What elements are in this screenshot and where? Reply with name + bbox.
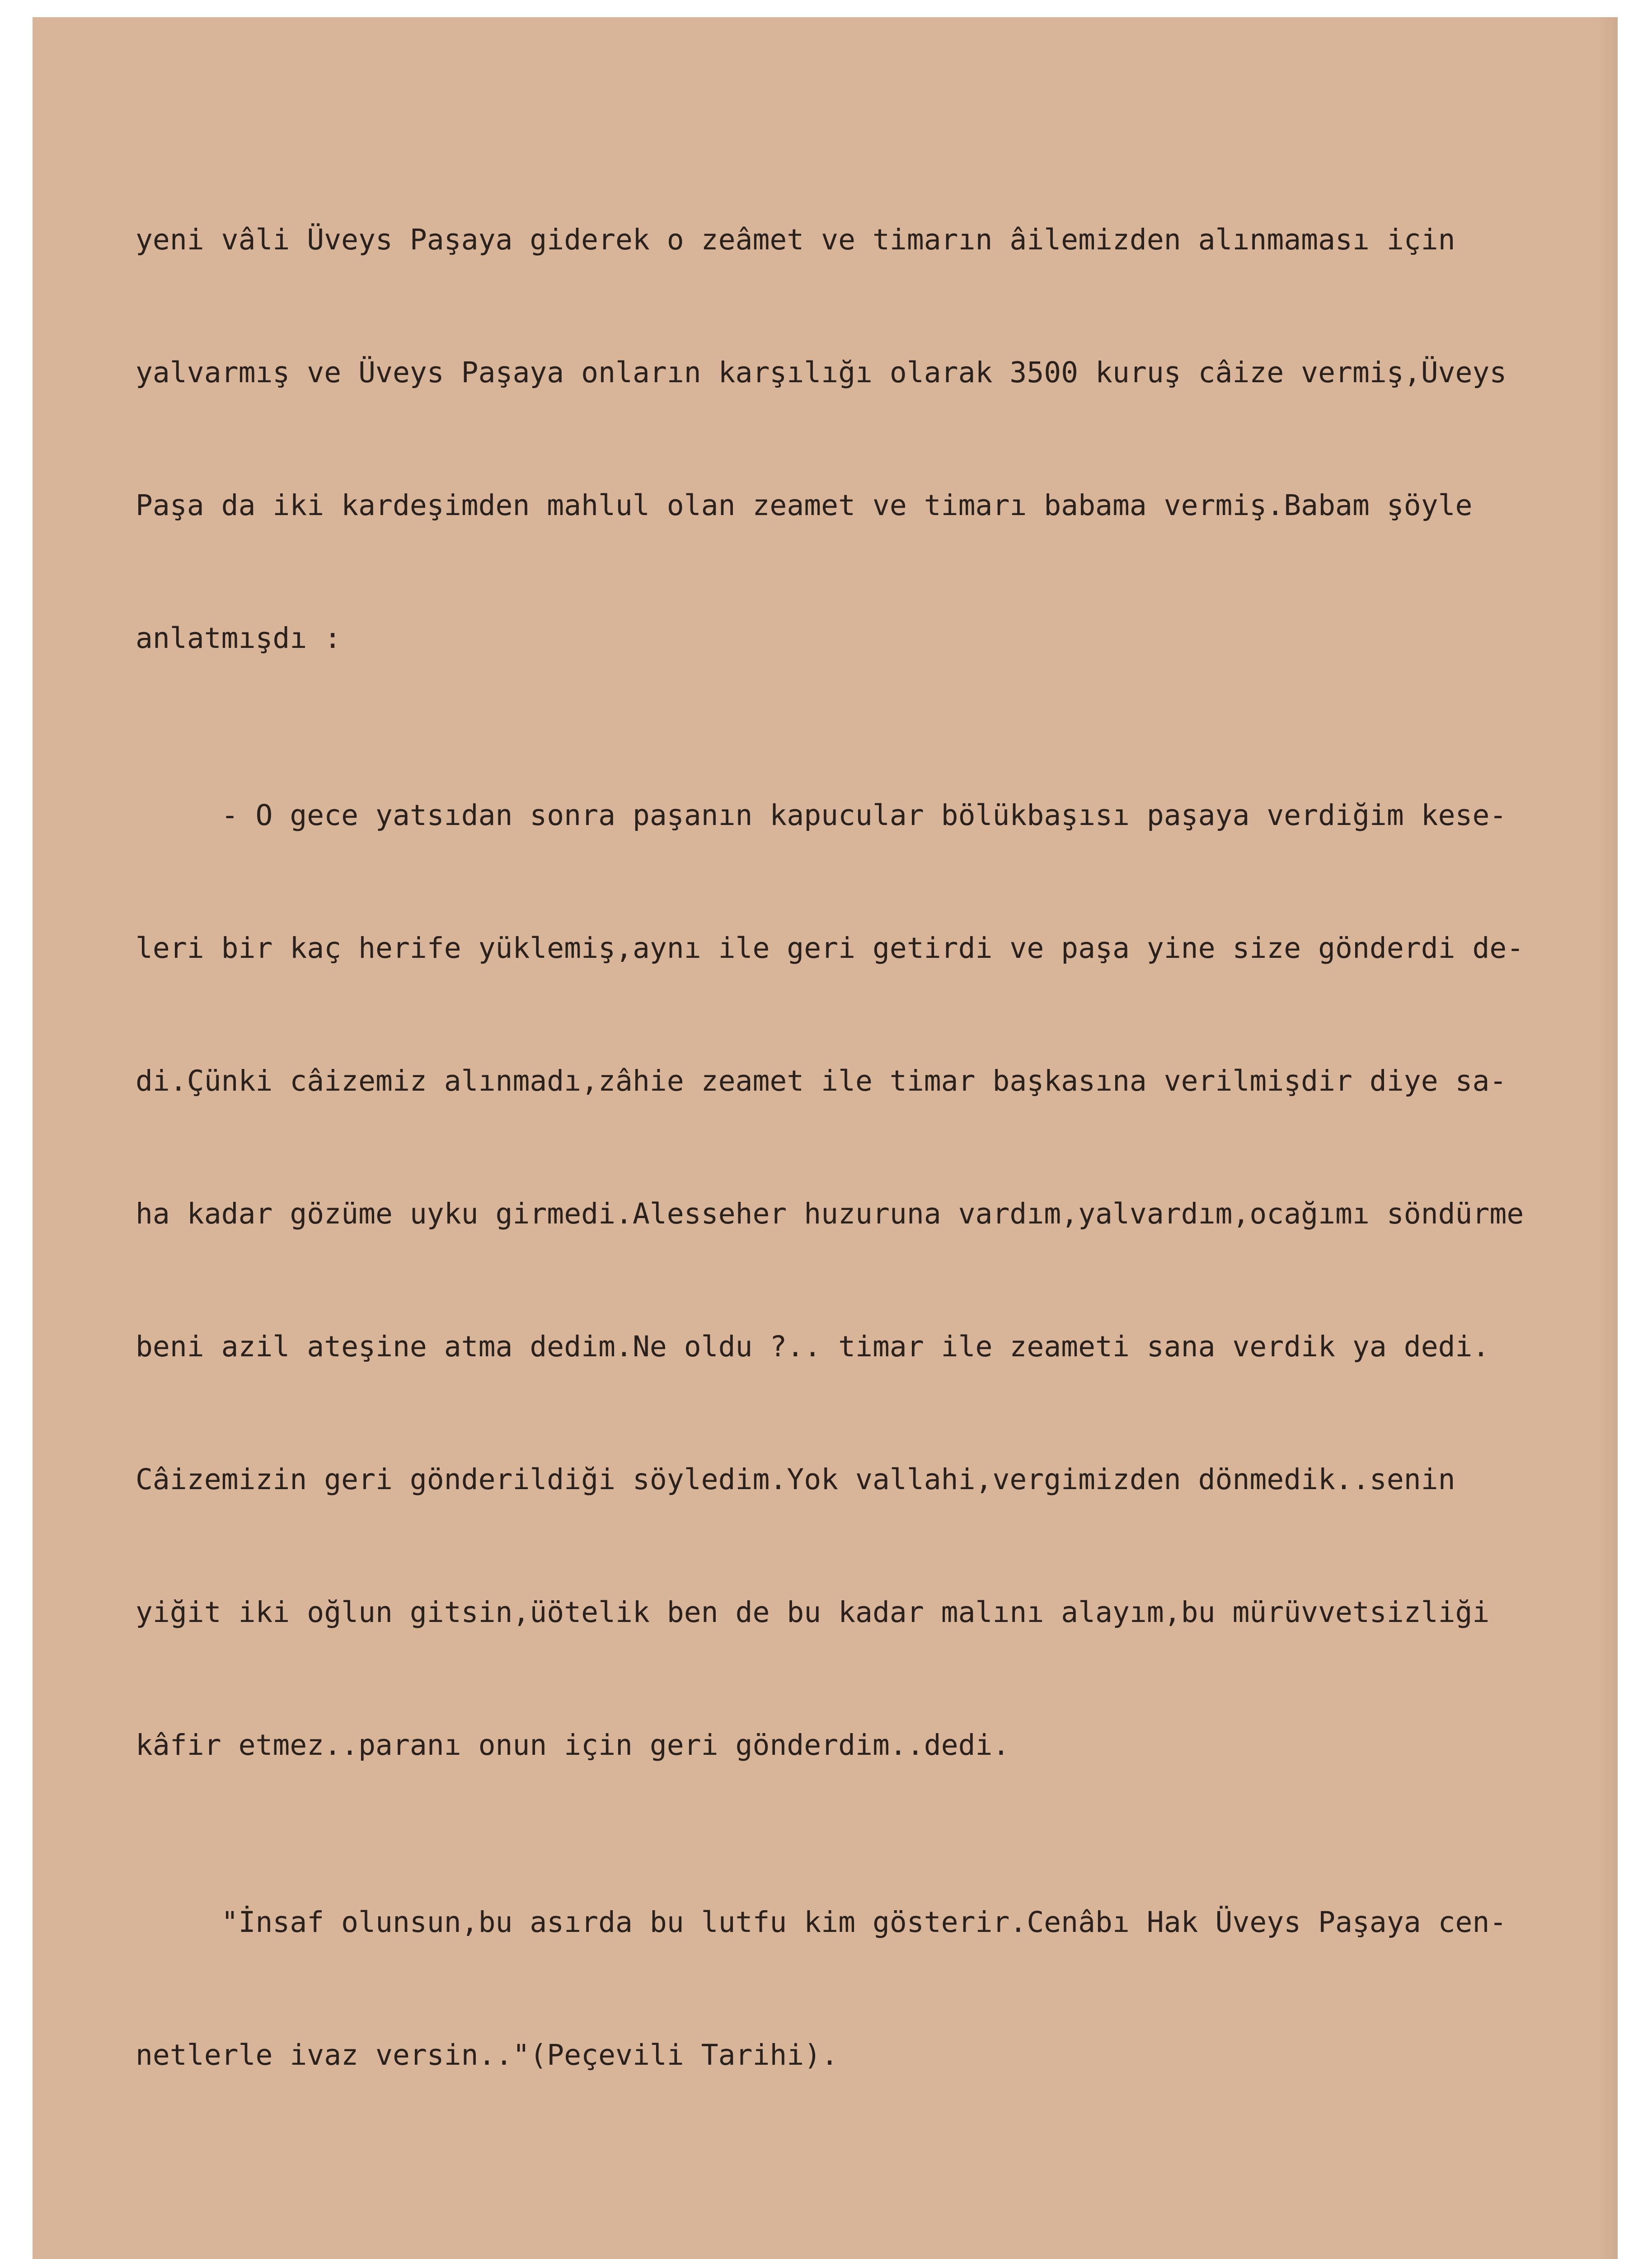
paper-page (33, 17, 1618, 2259)
text-line: leri bir kaç herife yüklemiş,aynı ile geri getirdi ve paşa yine size gönderdi de- (136, 932, 1524, 965)
typewritten-text (136, 129, 1618, 2259)
text-line: beni azil ateşine atma dedim.Ne oldu ?.. timar ile zeameti sana verdik ya dedi. (136, 1330, 1490, 1363)
text-line: yiğit iki oğlun gitsin,üötelik ben de bu kadar malını alayım,bu mürüvvetsizliği (136, 1596, 1490, 1629)
text-line: yalvarmış ve Üveys Paşaya onların karşılığı olarak 3500 kuruş câize vermiş,Üveys (136, 356, 1507, 389)
paragraph-gap (136, 2210, 1618, 2224)
text-line: Câizemizin geri gönderildiği söyledim.Yok vallahi,vergimizden dönmedik..senin (136, 1463, 1455, 1496)
text-line: yeni vâli Üveys Paşaya giderek o zeâmet ve timarın âilemizden alınmaması için (136, 223, 1455, 256)
text-line: netlerle ivaz versin.."(Peçevili Tarihi). (136, 2039, 839, 2072)
text-line: ha kadar gözüme uyku girmedi.Alesseher huzuruna vardım,yalvardım,ocağımı söndürme (136, 1197, 1524, 1230)
text-line: anlatmışdı : (136, 622, 342, 655)
text-line: - O gece yatsıdan sonra paşanın kapucular bölükbaşısı paşaya verdiğim kese- (136, 799, 1507, 832)
text-line: "İnsaf olunsun,bu asırda bu lutfu kim gösterir.Cenâbı Hak Üveys Paşaya cen- (136, 1906, 1507, 1939)
text-line: kâfir etmez..paranı onun için geri gönderdim..dedi. (136, 1729, 1010, 1762)
text-line: di.Çünki câizemiz alınmadı,zâhie zeamet ile timar başkasına verilmişdir diye sa- (136, 1064, 1507, 1097)
text-line: Paşa da iki kardeşimden mahlul olan zeamet ve timarı babama vermiş.Babam şöyle (136, 489, 1473, 522)
